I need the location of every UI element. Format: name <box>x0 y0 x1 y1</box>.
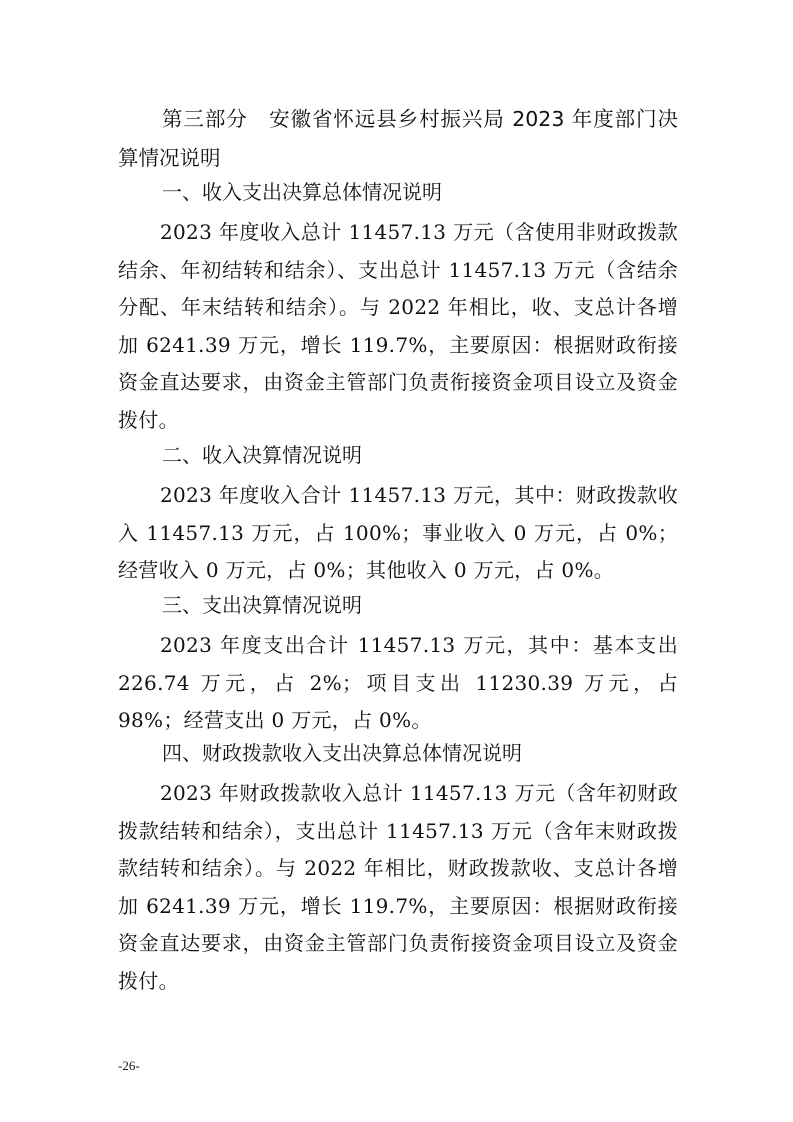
section-heading-1: 一、收入支出决算总体情况说明 <box>162 180 442 204</box>
section-text-3: 2023 年度支出合计 11457.13 万元，其中：基本支出 226.74 万元，占 2%；项目支出 11230.39 万元，占 98%；经营支出 0 万元，占 0%。 <box>118 633 678 732</box>
section-heading-2: 二、收入决算情况说明 <box>162 443 362 467</box>
section-heading-3: 三、支出决算情况说明 <box>162 593 362 617</box>
page-number: -26- <box>118 1058 140 1073</box>
section-text-4: 2023 年财政拨款收入总计 11457.13 万元（含年初财政拨款结转和结余），支出总计 11457.13 万元（含年末财政拨款结转和结余）。与 2022 年相比，财政拨款收、支总计各增加 6241.39 万元，增长 119.7%，主要原因：根据财政衔接资金直达要求，由资金主管部门负责衔接资金项目设立及资金拨付。 <box>118 781 678 993</box>
page-title: 第三部分 安徽省怀远县乡村振兴局 2023 年度部门决算情况说明 <box>118 107 678 170</box>
section-text-2: 2023 年度收入合计 11457.13 万元，其中：财政拨款收入 11457.13 万元，占 100%；事业收入 0 万元，占 0%；经营收入 0 万元，占 0%；其他收入 0 万元，占 0%。 <box>118 483 678 582</box>
section-heading-4: 四、财政拨款收入支出决算总体情况说明 <box>162 741 522 765</box>
section-text-1: 2023 年度收入总计 11457.13 万元（含使用非财政拨款结余、年初结转和结余）、支出总计 11457.13 万元（含结余分配、年末结转和结余）。与 2022 年相比，收、支总计各增加 6241.39 万元，增长 119.7%，主要原因：根据财政衔接资金直达要求，由资金主管部门负责衔接资金项目设立及资金拨付。 <box>118 220 678 432</box>
